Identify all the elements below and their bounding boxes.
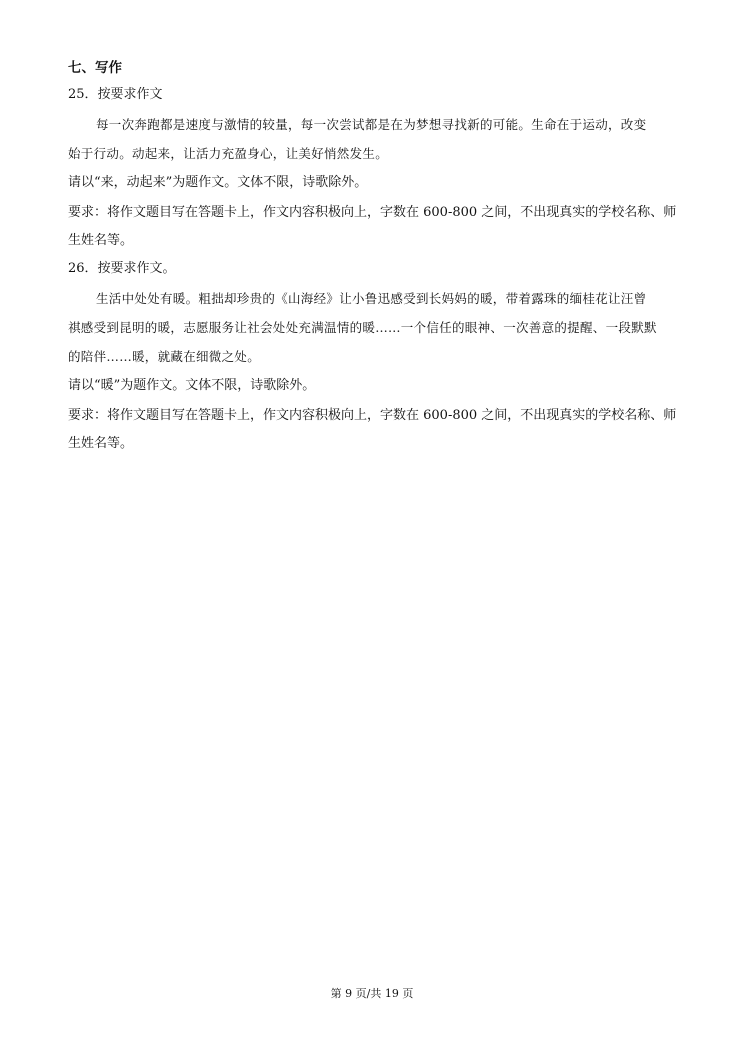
question-26-passage-line-1: 生活中处处有暖。粗拙却珍贵的《山海经》让小鲁迅感受到长妈妈的暖，带着露珠的缅桂花让汪曾 — [96, 291, 647, 306]
question-25-prompt: 请以“来，动起来”为题作文。文体不限，诗歌除外。 — [68, 175, 368, 190]
question-26-title: 26．按要求作文。 — [68, 261, 176, 276]
question-26-requirement-line-1: 要求：将作文题目写在答题卡上，作文内容积极向上，字数在 600-800 之间，不出现真实的学校名称、师 — [68, 408, 677, 423]
question-26-passage-line-3: 的陪伴……暖，就藏在细微之处。 — [68, 349, 261, 364]
question-26-passage-line-2: 祺感受到昆明的暖，志愿服务让社会处处充满温情的暖……一个信任的眼神、一次善意的提醒、一段默默 — [68, 320, 657, 335]
question-26-requirement-line-2: 生姓名等。 — [68, 436, 134, 451]
question-25-requirement-line-1: 要求：将作文题目写在答题卡上，作文内容积极向上，字数在 600-800 之间，不出现真实的学校名称、师 — [68, 205, 677, 220]
section-title: 七、写作 — [68, 60, 122, 76]
question-25-requirement-line-2: 生姓名等。 — [68, 233, 134, 248]
question-26-prompt: 请以“暖”为题作文。文体不限，诗歌除外。 — [68, 378, 316, 393]
question-25-passage-line-2: 始于行动。动起来，让活力充盈身心，让美好悄然发生。 — [68, 146, 389, 161]
question-25-passage-line-1: 每一次奔跑都是速度与激情的较量，每一次尝试都是在为梦想寻找新的可能。生命在于运动，改变 — [96, 117, 647, 132]
page-number-footer: 第 9 页/共 19 页 — [330, 987, 414, 1000]
question-25-title: 25．按要求作文 — [68, 87, 163, 102]
